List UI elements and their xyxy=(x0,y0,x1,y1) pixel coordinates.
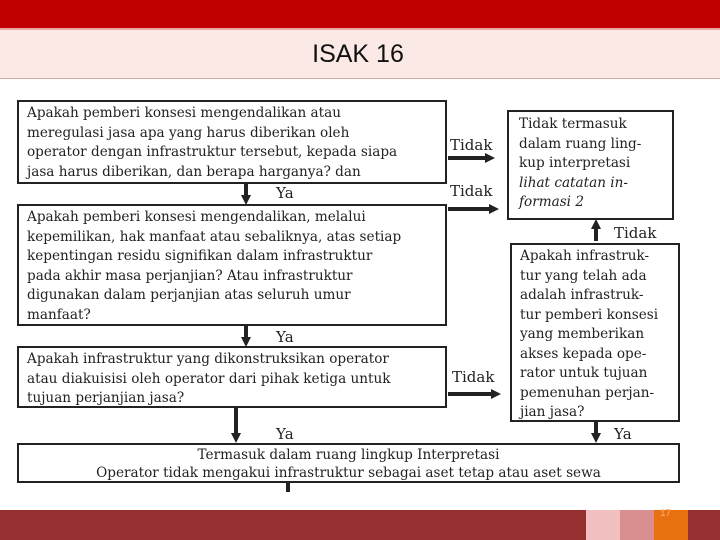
q4-line: rator untuk tujuan xyxy=(520,365,648,381)
question-box-3 xyxy=(17,346,447,408)
question-box-1 xyxy=(17,100,447,184)
bottom-square-mid xyxy=(620,510,654,540)
q1-line: meregulasi jasa apa yang harus diberikan oleh xyxy=(27,124,350,141)
q4-line: jian jasa? xyxy=(520,404,585,420)
q1-line: operator dengan infrastruktur tersebut, kepada siapa xyxy=(27,144,398,160)
bottom-square-light xyxy=(586,510,620,540)
q1-line: jasa harus diberikan, dan berapa harganya? dan xyxy=(27,163,361,180)
q3-line: tujuan perjanjian jasa? xyxy=(27,390,185,406)
question-box-4 xyxy=(510,243,680,422)
label-no-1: Tidak xyxy=(450,136,493,154)
out-of-scope-box xyxy=(507,110,674,220)
q2-line: digunakan dalam perjanjian atas seluruh umur xyxy=(27,287,351,303)
out-scope-line: dalam ruang ling- xyxy=(519,135,642,152)
question-box-2 xyxy=(17,204,447,326)
label-yes-3: Ya xyxy=(276,425,294,443)
q3-line: atau diakuisisi oleh operator dari pihak ketiga untuk xyxy=(27,370,391,387)
in-scope-line-1: Termasuk dalam ruang lingkup Interpretasi xyxy=(197,447,500,463)
page-number: 17 xyxy=(660,508,672,519)
in-scope-line-2: Operator tidak mengakui infrastruktur sebagai aset tetap atau aset sewa xyxy=(96,465,601,481)
in-scope-box xyxy=(17,443,680,483)
label-no-2: Tidak xyxy=(450,182,493,200)
label-yes-2: Ya xyxy=(276,328,294,346)
q3-line: Apakah infrastruktur yang dikonstruksikan operator xyxy=(27,351,389,367)
out-scope-line: Tidak termasuk xyxy=(519,116,627,132)
out-scope-note: formasi 2 xyxy=(519,194,585,210)
q4-line: pemenuhan perjan- xyxy=(520,384,655,401)
q2-line: Apakah pemberi konsesi mengendalikan, melalui xyxy=(27,209,366,225)
label-yes-1: Ya xyxy=(276,184,294,202)
q2-line: manfaat? xyxy=(27,306,91,323)
q2-line: kepentingan residu signifikan dalam infrastruktur xyxy=(27,248,373,264)
out-scope-note: lihat catatan in- xyxy=(519,174,628,191)
label-no-3: Tidak xyxy=(452,368,495,386)
q2-line: pada akhir masa perjanjian? Atau infrastruktur xyxy=(27,267,353,284)
top-accent-bar xyxy=(0,0,720,30)
label-yes-4: Ya xyxy=(614,425,632,443)
bottom-square-orange xyxy=(654,510,688,540)
q4-line: akses kepada ope- xyxy=(520,345,647,362)
q2-line: kepemilikan, hak manfaat atau sebaliknya, atas setiap xyxy=(27,228,402,245)
q4-line: Apakah infrastruk- xyxy=(520,248,650,264)
q4-line: tur yang telah ada xyxy=(520,267,647,284)
label-no-4: Tidak xyxy=(614,224,657,242)
q4-line: yang memberikan xyxy=(520,326,645,342)
out-scope-line: kup interpretasi xyxy=(519,155,631,171)
title-bar xyxy=(0,30,720,79)
flowchart xyxy=(0,78,720,508)
q4-line: tur pemberi konsesi xyxy=(520,306,659,323)
q4-line: adalah infrastruk- xyxy=(520,287,644,303)
slide-title: ISAK 16 xyxy=(312,39,404,68)
q1-line: Apakah pemberi konsesi mengendalikan atau xyxy=(27,105,341,121)
